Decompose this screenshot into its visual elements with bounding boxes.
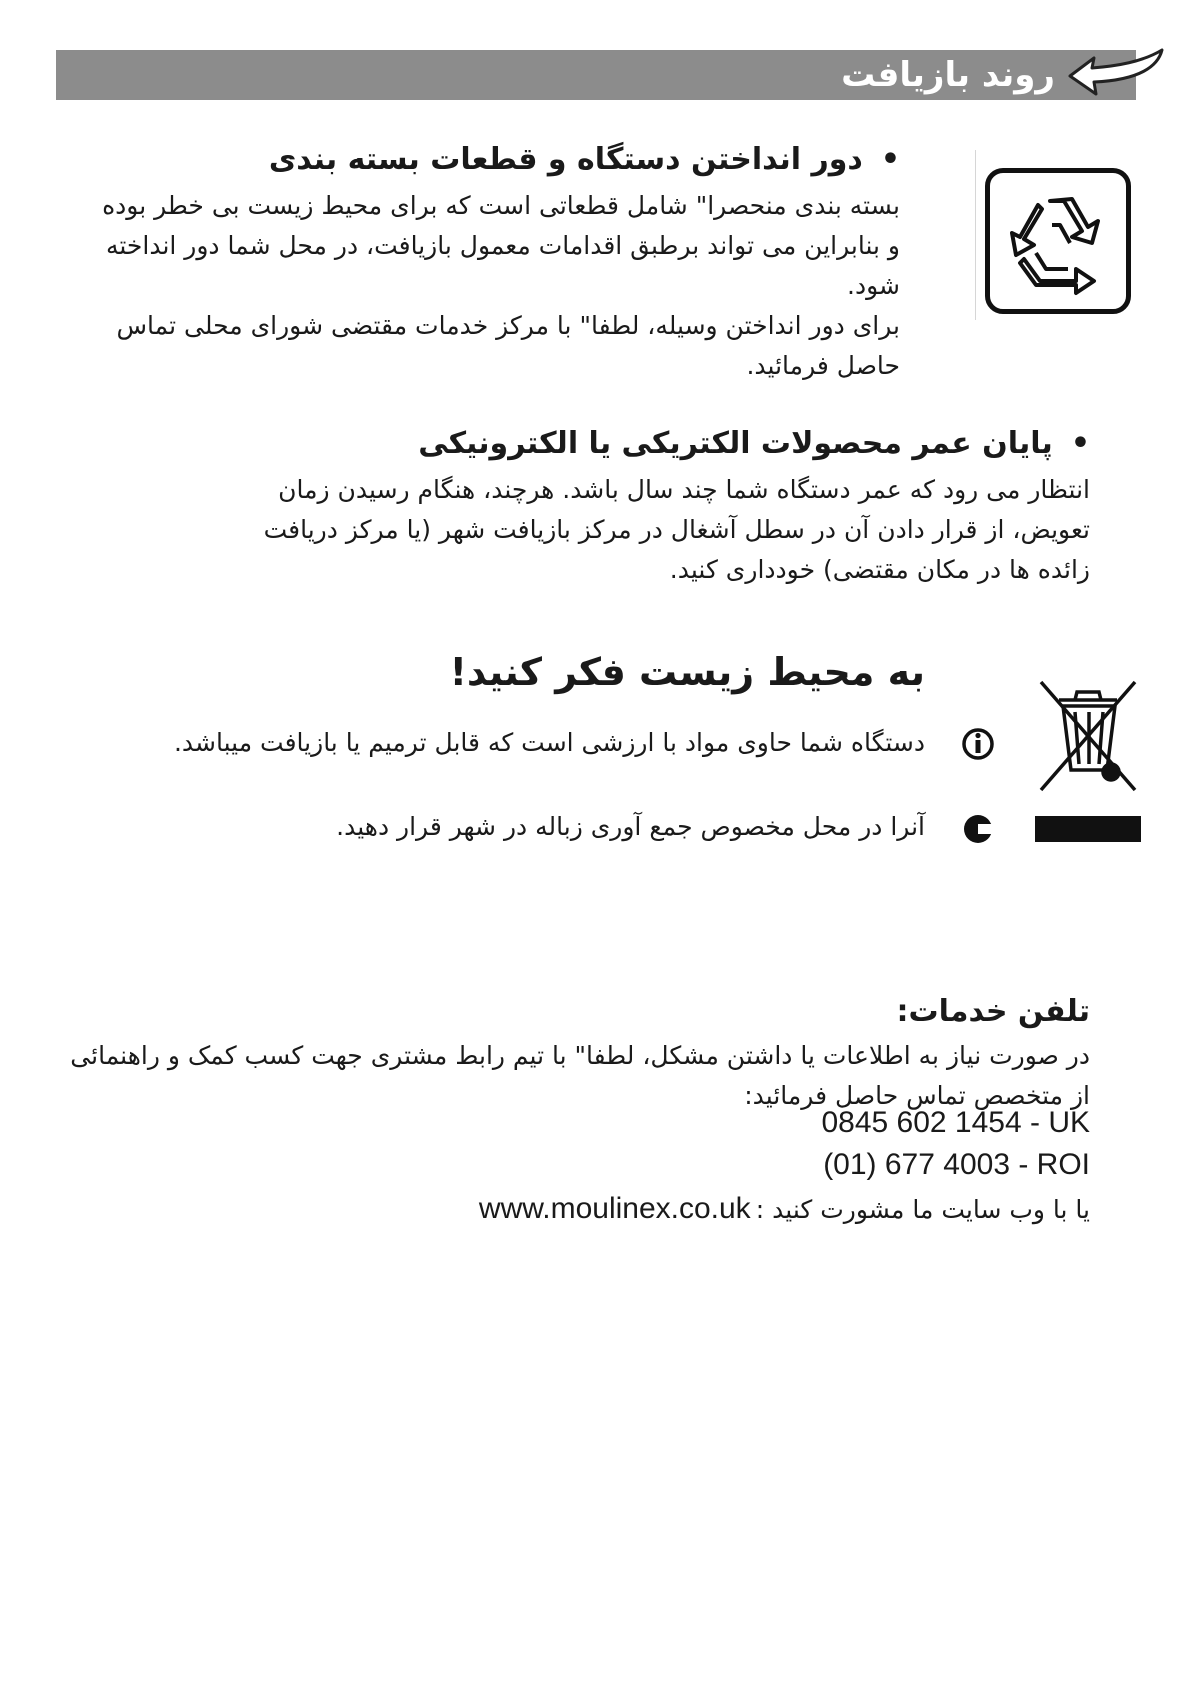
text-line: در صورت نیاز به اطلاعات یا داشتن مشکل، لطفا" با تیم رابط مشتری جهت کسب کمک و راهنمائی <box>70 1041 1090 1070</box>
service-text <box>30 1036 1090 1116</box>
end-of-life-text <box>190 470 1090 590</box>
environment-info-text: دستگاه شما حاوی مواد با ارزشی است که قابل ترمیم یا بازیافت میباشد. <box>173 728 925 757</box>
environment-heading: به محیط زیست فکر کنید! <box>449 650 925 694</box>
packaging-text <box>0 186 900 386</box>
info-icon <box>961 727 995 761</box>
packaging-heading: •دور انداختن دستگاه و قطعات بسته بندی <box>20 140 900 180</box>
recycle-icon <box>985 168 1131 314</box>
end-of-life-heading: •پایان عمر محصولات الکتریکی یا الکترونیکی <box>90 424 1090 464</box>
phone-uk: 0845 602 1454 - UK <box>821 1106 1090 1139</box>
environment-drop-text: آنرا در محل مخصوص جمع آوری زباله در شهر قرار دهید. <box>336 812 925 841</box>
page-title: روند بازیافت <box>841 55 1055 95</box>
crossed-out-bin-icon <box>1035 678 1141 794</box>
phone-roi: (01) 677 4003 - ROI <box>823 1148 1090 1181</box>
bullet-icon: • <box>880 142 900 177</box>
half-circle-icon <box>961 812 995 846</box>
divider <box>975 150 976 320</box>
text-line: شود. <box>847 271 900 300</box>
curved-arrow-icon <box>1062 44 1172 104</box>
text-line: بسته بندی منحصرا" شامل قطعاتی است که برای محیط زیست بی خطر بوده <box>102 191 900 220</box>
website-label: یا با وب سایت ما مشورت کنید : <box>755 1195 1090 1224</box>
text-line: از متخصص تماس حاصل فرمائید: <box>744 1081 1090 1110</box>
text-line: برای دور انداختن وسیله، لطفا" با مرکز خدمات مقتضی شورای محلی تماس <box>116 311 900 340</box>
text-line: و بنابراین می تواند برطبق اقدامات معمول بازیافت، در محل شما دور انداخته <box>105 231 900 260</box>
service-heading: تلفن خدمات: <box>896 994 1090 1029</box>
bullet-icon: • <box>1070 426 1090 461</box>
text-line: تعویض، از قرار دادن آن در سطل آشغال در مرکز بازیافت شهر (یا مرکز دریافت <box>263 515 1090 544</box>
website-link[interactable]: www.moulinex.co.uk <box>478 1192 751 1225</box>
text-line: انتظار می رود که عمر دستگاه شما چند سال باشد. هرچند، هنگام رسیدن زمان <box>278 475 1090 504</box>
website-line <box>290 1190 1090 1230</box>
separator-bar <box>1035 816 1141 842</box>
text-line: حاصل فرمائید. <box>746 351 900 380</box>
text-line: زائده ها در مکان مقتضی) خودداری کنید. <box>669 555 1090 584</box>
